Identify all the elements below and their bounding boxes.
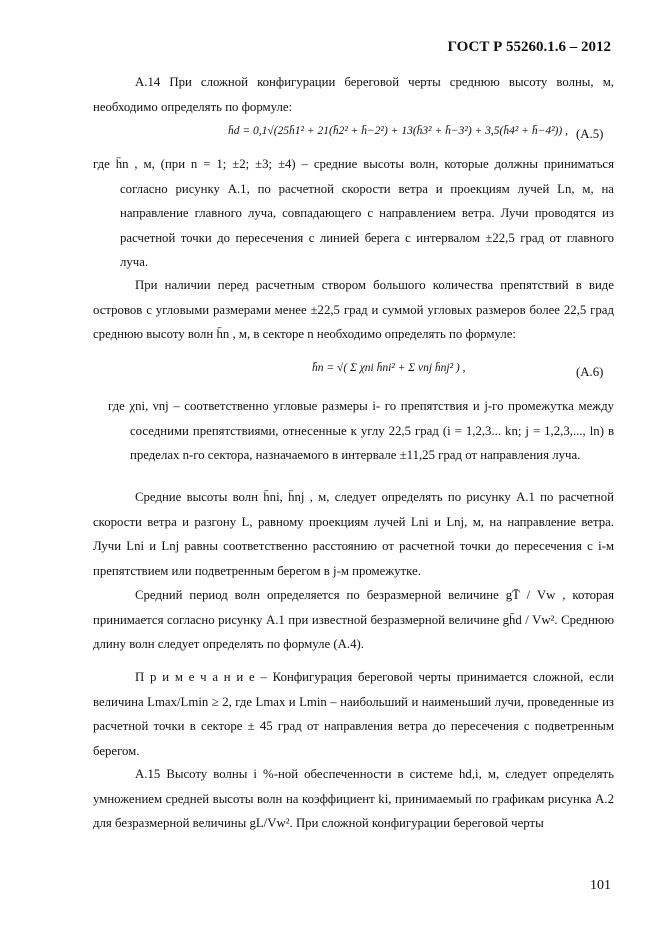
formula-a5-body: h̄d = 0,1√(25h̄1² + 21(h̄2² + h̄−2²) + 13(h̄3² + h̄−3²) + 3,5(h̄4² + h̄−4²)) — [228, 125, 563, 137]
formula-a5 — [228, 125, 568, 137]
paragraph-where-hn: где h̄n , м, (при n = 1; ±2; ±3; ±4) – средние высоты волн, которые должны приниматься согласно рисунку А.1, по расчетной скорости ветра и проекциям лучей Ln, м, на направление главного луча, совпадающего с направлением ветра. Лучи проводятся из расчетной точки до пересечения с линией берега с интервалом ±22,5 град от главного луча. — [93, 157, 614, 269]
paragraph-mean-heights: Средние высоты волн h̄ni, h̄nj , м, следует определять по рисунку А.1 по расчетной скорости ветра и разгону L, равному проекциям лучей Lni и Lnj, м, на направление ветра. Лучи Lni и Lnj равны соответственно расстоянию от расчетной точки до пересечения с i-м препятствием или подветренным берегом в j-м промежутке. — [93, 490, 614, 578]
paragraph-a14: А.14 При сложной конфигурации береговой черты среднюю высоту волны, м, необходимо определять по формуле: — [93, 75, 614, 114]
formula-a6-separator: , — [462, 362, 466, 374]
formula-a5-number: (А.5) — [576, 127, 604, 141]
paragraph-mean-period: Средний период волн определяется по безразмерной величине gT̄ / Vw , которая принимается согласно рисунку А.1 при известной безразмерной величине gh̄d / Vw². Среднюю длину волн следует определять по формуле (А.4). — [93, 588, 614, 651]
paragraph-a15: А.15 Высоту волны i %-ной обеспеченности в системе hd,i, м, следует определять умножением средней высоты волн на коэффициент ki, принимаемый по графикам рисунка А.2 для безразмерной величины gL/Vw². При сложной конфигурации береговой черты — [93, 767, 614, 830]
formula-a5-separator: , — [565, 125, 568, 137]
formula-a6 — [312, 362, 466, 374]
page-number: 101 — [590, 878, 611, 893]
formula-a6-body: h̄n = √( Σ χni h̄ni² + Σ νnj h̄nj² ) — [312, 362, 460, 374]
document-header: ГОСТ Р 55260.1.6 – 2012 — [447, 39, 611, 55]
formula-a6-number: (А.6) — [576, 365, 604, 379]
paragraph-note: П р и м е ч а н и е – Конфигурация береговой черты принимается сложной, если величина Lmax/Lmin ≥ 2, где Lmax и Lmin – наибольший и наименьший лучи, проведенные из расчетной точки в секторе ± 45 град от направления ветра до пересечения с подветренным берегом. — [93, 670, 614, 758]
paragraph-obstacles: При наличии перед расчетным створом большого количества препятствий в виде островов с угловыми размерами менее ±22,5 град и суммой угловых размеров более 22,5 град среднюю высоту волн h̄n , м, в секторе n необходимо определять по формуле: — [93, 278, 614, 341]
paragraph-where-chi: где χni, νnj – соответственно угловые размеры i- го препятствия и j-го промежутка между соседними препятствиями, отнесенные к углу 22,5 град (i = 1,2,3... kn; j = 1,2,3,..., ln) в пределах n-го сектора, назначаемого в интервале ±11,25 град от направления луча. — [108, 399, 614, 462]
